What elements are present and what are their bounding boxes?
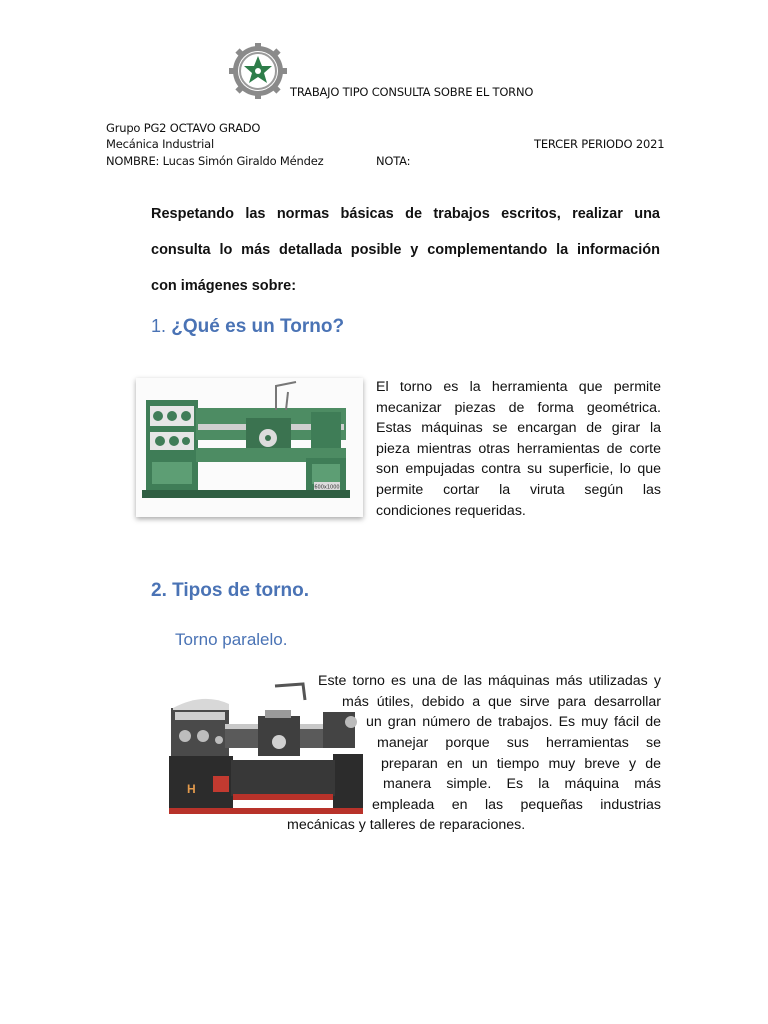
student-name: NOMBRE: Lucas Simón Giraldo Méndez (106, 154, 324, 168)
lathe-size-label: 600x1000 (314, 484, 340, 491)
subject-label: Mecánica Industrial (106, 137, 215, 151)
section-2-line: Este torno es una de las máquinas más utilizadas y (318, 673, 661, 689)
section-2-line: manera simple. Es la máquina más (383, 776, 661, 792)
section-1-number: 1. (151, 316, 167, 336)
section-2-line: más útiles, debido a que sirve para desarrollar (342, 694, 661, 710)
gear-star-icon (229, 43, 287, 99)
subsection-heading: Torno paralelo. (175, 630, 288, 649)
section-1-line: pieza mientras otras herramientas de corte (376, 440, 661, 457)
section-2-heading (151, 580, 309, 602)
instructions-line-1: Respetando las normas básicas de trabajos escritos, realizar una (151, 206, 660, 222)
section-2-line: manejar porque sus herramientas se (377, 735, 661, 751)
document-title: TRABAJO TIPO CONSULTA SOBRE EL TORNO (290, 85, 534, 99)
brand-letter: H (187, 782, 196, 796)
instructions-line-3: con imágenes sobre: (151, 278, 297, 294)
lathe-image (136, 378, 363, 517)
school-logo (229, 43, 287, 99)
section-1-line: son empujadas contra su superficie, lo que (376, 461, 661, 478)
section-2-number: 2. (151, 580, 167, 601)
grade-label: NOTA: (376, 154, 411, 168)
instructions-line-2: consulta lo más detallada posible y complementando la información (151, 242, 660, 258)
section-1-title: ¿Qué es un Torno? (171, 316, 345, 337)
section-2-line: mecánicas y talleres de reparaciones. (287, 817, 526, 833)
section-2-line: un gran número de trabajos. Es muy fácil de (366, 714, 661, 730)
section-1-line: condiciones requeridas. (376, 502, 526, 519)
parallel-lathe-image (163, 680, 368, 827)
section-1-heading (151, 316, 344, 338)
section-1-text (376, 377, 661, 521)
group-label: Grupo PG2 OCTAVO GRADO (106, 121, 261, 135)
section-2-title: Tipos de torno. (172, 580, 310, 601)
section-1-line: mecanizar piezas de forma geométrica. (376, 399, 661, 416)
section-1-line: permite cortar la viruta según las (376, 481, 661, 498)
section-2-line: empleada en las pequeñas industrias (372, 797, 661, 813)
section-2-line: preparan en un tiempo muy breve y de (381, 756, 661, 772)
section-1-line: Estas máquinas se encargan de girar la (376, 420, 661, 437)
section-1-line: El torno es la herramienta que permite (376, 379, 661, 395)
period-label: TERCER PERIODO 2021 (534, 137, 665, 151)
